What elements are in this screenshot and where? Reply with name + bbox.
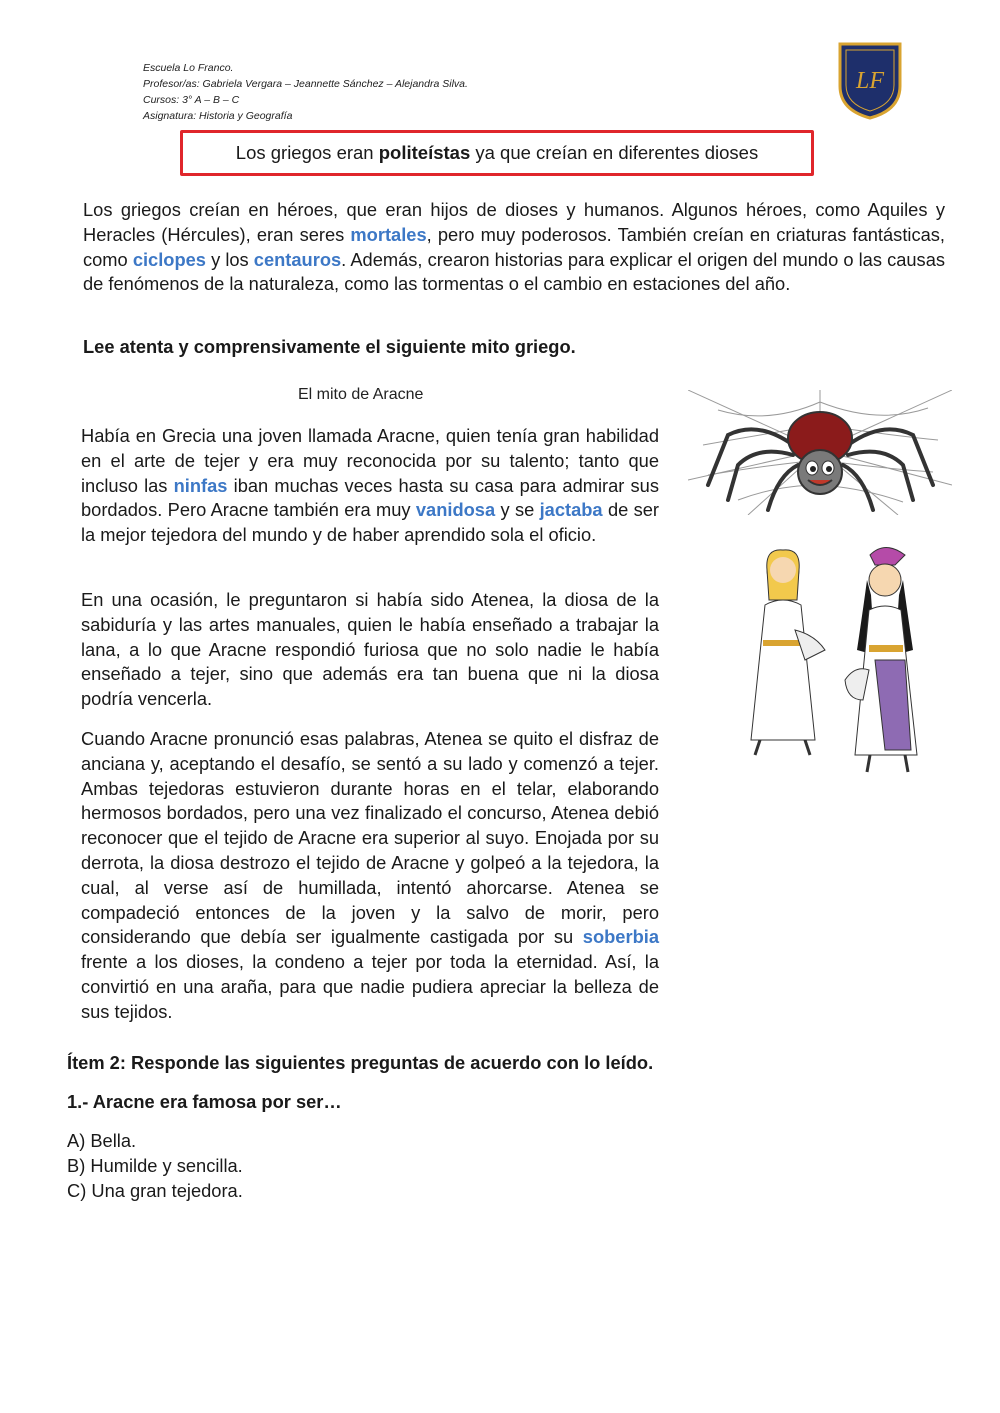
option-c[interactable]: C) Una gran tejedora. xyxy=(67,1180,243,1201)
school-name: Escuela Lo Franco. xyxy=(143,62,234,74)
school-logo-icon xyxy=(836,40,904,120)
answer-options xyxy=(67,1128,243,1203)
title-keyword: politeístas xyxy=(378,142,471,163)
keyword-ciclopes: ciclopes xyxy=(132,248,206,270)
courses-line: Cursos: 3° A – B – C xyxy=(143,94,240,106)
item-2-heading: Ítem 2: Responde las siguientes preguntas de acuerdo con lo leído. xyxy=(67,1052,654,1073)
title-text: Los griegos eran politeístas ya que creían en diferentes dioses xyxy=(235,142,759,163)
keyword-mortales: mortales xyxy=(350,223,427,245)
spider-illustration-icon xyxy=(688,390,952,515)
keyword-jactaba: jactaba xyxy=(539,499,603,521)
keyword-centauros: centauros xyxy=(253,248,342,270)
option-b[interactable]: B) Humilde y sencilla. xyxy=(67,1155,243,1176)
option-a[interactable]: A) Bella. xyxy=(67,1130,137,1151)
subject-line: Asignatura: Historia y Geografía xyxy=(143,110,293,122)
keyword-ninfas: ninfas xyxy=(173,474,228,496)
document-header xyxy=(143,60,468,124)
title-box xyxy=(180,130,814,176)
aracne-atenea-illustration-icon xyxy=(735,540,935,780)
teachers-line: Profesor/as: Gabriela Vergara – Jeannette Sánchez – Alejandra Silva. xyxy=(143,78,468,90)
reading-instruction: Lee atenta y comprensivamente el siguiente mito griego. xyxy=(83,336,576,357)
keyword-soberbia: soberbia xyxy=(582,926,659,948)
myth-title: El mito de Aracne xyxy=(298,386,424,403)
intro-paragraph: Los griegos creían en héroes, que eran hijos de dioses y humanos. Algunos héroes, como Aquiles y Heracles (Hércules), eran seres mortales, pero muy poderosos. También creían en criaturas fantásticas, como ciclopes y los centauros. Además, crearon historias para explicar el origen del mundo o las causas de fenómenos de la naturaleza, como las tormentas o el cambio en estaciones del año. xyxy=(83,199,945,295)
myth-paragraph-1: Había en Grecia una joven llamada Aracne, quien tenía gran habilidad en el arte de tejer y era muy reconocida por su talento; tanto que incluso las ninfas iban muchas veces hasta su casa para admirar sus bordados. Pero Aracne también era muy vanidosa y se jactaba de ser la mejor tejedora del mundo y de haber aprendido sola el oficio. xyxy=(81,425,660,546)
question-1: 1.- Aracne era famosa por ser… xyxy=(67,1091,342,1112)
myth-paragraph-3: Cuando Aracne pronunció esas palabras, Atenea se quito el disfraz de anciana y, aceptando el desafío, se sentó a su lado y comenzó a tejer. Ambas tejedoras estuvieron durante horas en el telar, elaborando hermosos bordados, pero una vez finalizado el concurso, Atenea debió reconocer que el tejido de Aracne era superior al suyo. Enojada por su derrota, la diosa destrozo el tejido de Aracne y golpeó a la tejedora, la cual, al verse así de humillada, intentó ahorcarse. Atenea se compadeció entonces de la joven y la salvo de morir, pero considerando que debía ser igualmente castigada por su soberbia frente a los dioses, la condeno a tejer por toda la eternidad. Así, la convirtió en una araña, para que nadie pudiera apreciar la belleza de sus tejidos. xyxy=(81,728,659,1022)
myth-paragraph-2: En una ocasión, le preguntaron si había sido Atenea, la diosa de la sabiduría y las artes manuales, quien le había enseñado a trabajar la lana, a lo que Aracne respondió furiosa que no solo nadie le había enseñado a tejer, sino que además era tan buena que ni la diosa podría vencerla. xyxy=(81,589,659,710)
keyword-vanidosa: vanidosa xyxy=(415,499,496,521)
logo-monogram: LF xyxy=(855,68,885,94)
